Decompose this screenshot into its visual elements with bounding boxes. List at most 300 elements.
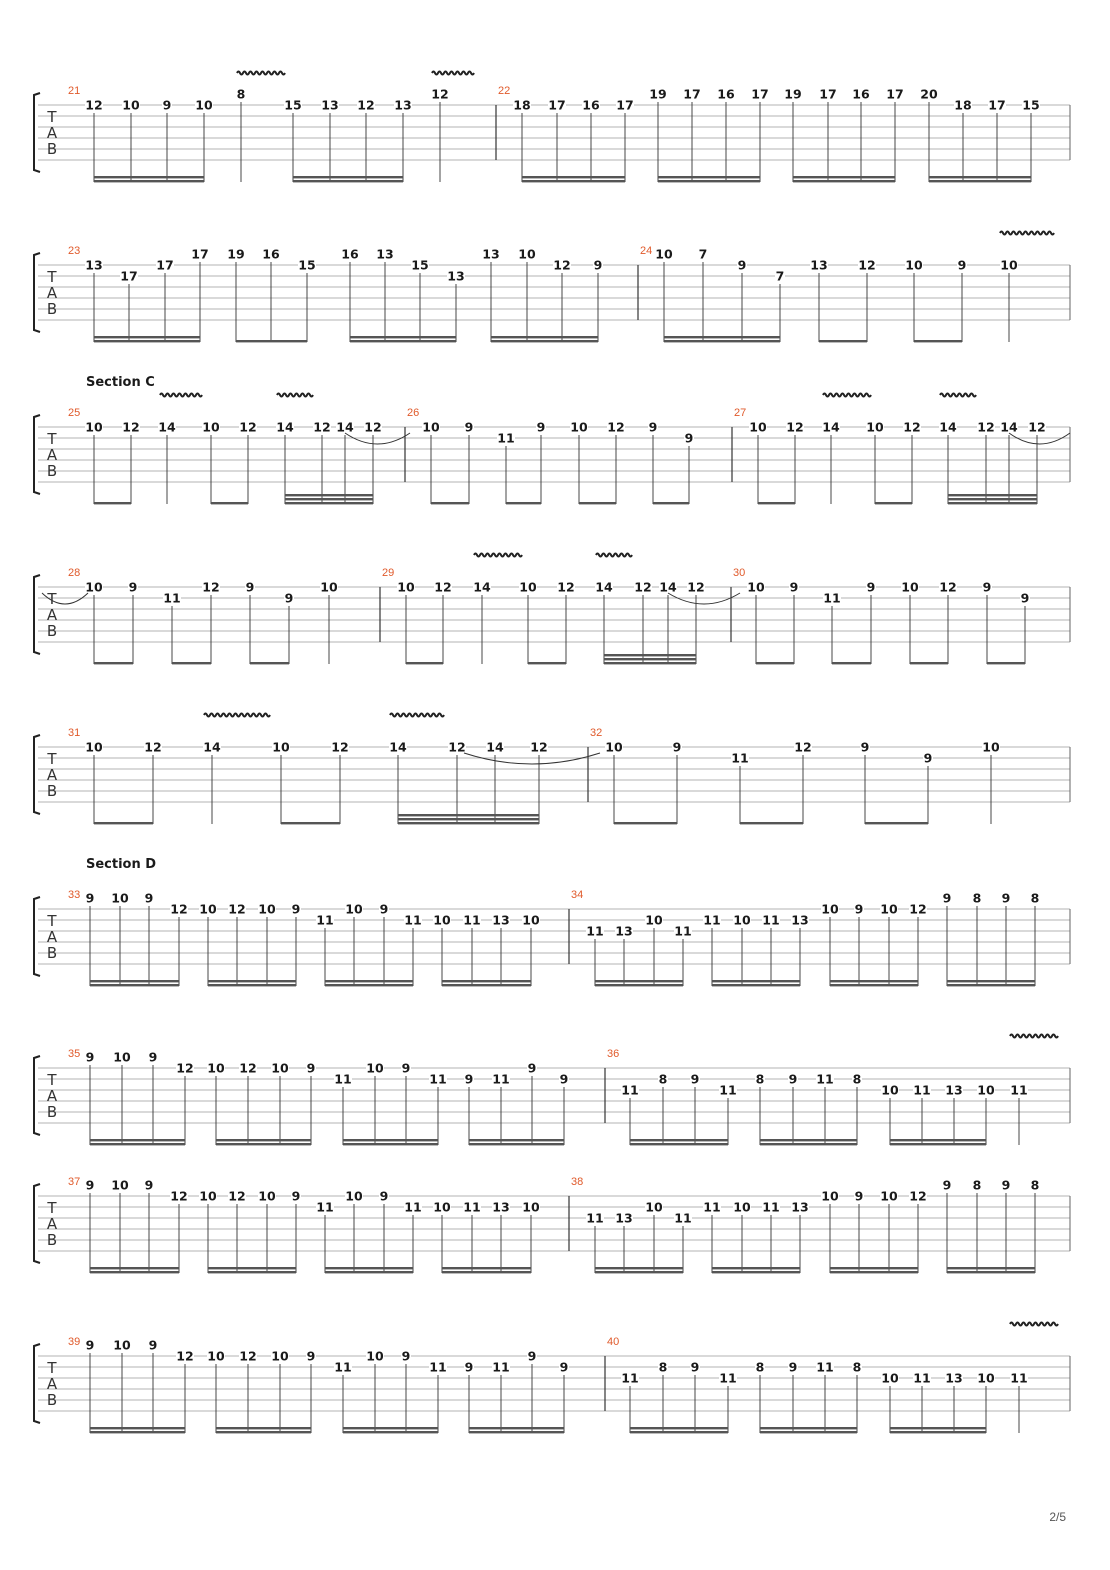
tab-clef-letter: B [46,140,58,158]
fret-number: 10 [271,1348,289,1364]
measure-number: 24 [640,245,653,257]
fret-number: 12 [313,419,331,435]
beam [431,502,469,504]
fret-number: 9 [464,1359,474,1375]
fret-number: 9 [85,1049,95,1065]
fret-number: 10 [655,246,673,262]
beam [595,984,683,986]
fret-number: 9 [788,1359,798,1375]
beam [528,662,566,664]
fret-number: 10 [518,246,536,262]
fret-number: 10 [345,901,363,917]
fret-number: 11 [497,430,515,446]
beam [343,1143,438,1145]
fret-number: 7 [775,268,785,284]
fret-number: 17 [548,97,566,113]
vibrato-mark [390,714,444,717]
beam [830,1271,918,1273]
fret-number: 8 [852,1071,862,1087]
measure-number: 33 [68,889,81,901]
section-label: Section C [86,375,155,390]
vibrato-mark [596,554,632,557]
fret-number: 9 [291,901,301,917]
beam [890,1431,986,1433]
tab-clef-letter: B [46,1231,58,1249]
beam [94,340,200,342]
fret-number: 10 [522,912,540,928]
beam [522,180,625,182]
beam [819,340,867,342]
fret-number: 11 [913,1082,931,1098]
beam [914,340,962,342]
tab-clef-letter: B [46,782,58,800]
fret-number: 8 [972,890,982,906]
tab-clef-letter: B [46,1103,58,1121]
beam [211,502,248,504]
fret-number: 13 [945,1370,963,1386]
fret-number: 10 [320,579,338,595]
beam [469,1431,564,1433]
fret-number: 12 [977,419,995,435]
fret-number: 9 [854,901,864,917]
beam [630,1431,728,1433]
beam [216,1139,311,1141]
beam [491,336,598,338]
beam [756,662,794,664]
vibrato-mark [940,394,976,397]
fret-number: 14 [822,419,840,435]
beam [208,984,296,986]
fret-number: 11 [404,912,422,928]
beam [406,662,443,664]
fret-number: 9 [536,419,546,435]
fret-number: 9 [672,739,682,755]
fret-number: 10 [111,890,129,906]
beam [208,1271,296,1273]
fret-number: 9 [464,1071,474,1087]
fret-number: 11 [429,1359,447,1375]
fret-number: 13 [945,1082,963,1098]
vibrato-mark [1010,1035,1058,1038]
fret-number: 14 [473,579,491,595]
fret-number: 15 [411,257,429,273]
fret-number: 14 [595,579,613,595]
fret-number: 12 [448,739,466,755]
fret-number: 9 [854,1188,864,1204]
measure-number: 32 [590,727,603,739]
fret-number: 16 [582,97,600,113]
fret-number: 10 [258,1188,276,1204]
fret-number: 9 [464,419,474,435]
beam [830,984,918,986]
fret-number: 12 [144,739,162,755]
fret-number: 14 [158,419,176,435]
vibrato-mark [204,714,270,717]
beam [653,502,689,504]
fret-number: 9 [245,579,255,595]
fret-number: 8 [755,1359,765,1375]
beam [664,340,780,342]
measure-number: 22 [498,85,511,97]
tab-clef-letter: A [46,124,58,142]
fret-number: 9 [860,739,870,755]
beam [947,980,1035,982]
fret-number: 15 [1022,97,1040,113]
tie-arc [1009,433,1070,444]
fret-number: 9 [148,1049,158,1065]
fret-number: 18 [513,97,531,113]
fret-number: 10 [522,1199,540,1215]
fret-number: 10 [202,419,220,435]
fret-number: 10 [207,1348,225,1364]
fret-number: 11 [1010,1082,1028,1098]
fret-number: 10 [122,97,140,113]
beam [630,1427,728,1429]
fret-number: 13 [615,1210,633,1226]
beam [398,818,539,820]
fret-number: 10 [1000,257,1018,273]
beam [94,176,204,178]
beam [90,1431,185,1433]
fret-number: 14 [1000,419,1018,435]
fret-number: 10 [272,739,290,755]
beam [830,1267,918,1269]
fret-number: 9 [737,257,747,273]
fret-number: 16 [341,246,359,262]
tab-clef-letter: T [47,1359,57,1377]
fret-number: 9 [148,1337,158,1353]
fret-number: 17 [191,246,209,262]
tab-clef-letter: T [47,1199,57,1217]
fret-number: 10 [366,1060,384,1076]
fret-number: 11 [463,1199,481,1215]
fret-number: 10 [397,579,415,595]
fret-number: 11 [762,912,780,928]
fret-number: 10 [821,901,839,917]
fret-number: 9 [648,419,658,435]
beam [208,980,296,982]
fret-number: 9 [690,1359,700,1375]
fret-number: 17 [683,86,701,102]
fret-number: 10 [85,579,103,595]
fret-number: 13 [615,923,633,939]
fret-number: 12 [85,97,103,113]
fret-number: 13 [376,246,394,262]
beam [216,1431,311,1433]
beam [208,1267,296,1269]
fret-number: 8 [236,86,246,102]
beam [285,502,373,504]
measure-number: 25 [68,407,81,419]
fret-number: 12 [170,1188,188,1204]
fret-number: 14 [939,419,957,435]
fret-number: 13 [447,268,465,284]
fret-number: 10 [880,1188,898,1204]
beam [469,1427,564,1429]
fret-number: 11 [703,1199,721,1215]
fret-number: 13 [482,246,500,262]
beam [325,1271,413,1273]
fret-number: 9 [144,890,154,906]
tie-arc [345,433,410,444]
fret-number: 10 [645,1199,663,1215]
fret-number: 9 [690,1071,700,1087]
fret-number: 9 [85,890,95,906]
fret-number: 9 [527,1348,537,1364]
beam [712,984,800,986]
fret-number: 14 [203,739,221,755]
fret-number: 9 [957,257,967,273]
tab-clef-letter: T [47,750,57,768]
fret-number: 13 [791,912,809,928]
fret-number: 10 [905,257,923,273]
fret-number: 8 [972,1177,982,1193]
tab-clef-letter: B [46,300,58,318]
fret-number: 7 [698,246,708,262]
fret-number: 15 [284,97,302,113]
fret-number: 9 [559,1071,569,1087]
fret-number: 10 [113,1049,131,1065]
beam [90,1139,185,1141]
fret-number: 12 [176,1348,194,1364]
fret-number: 17 [156,257,174,273]
fret-number: 12 [1028,419,1046,435]
tab-clef-letter: A [46,766,58,784]
fret-number: 9 [593,257,603,273]
fret-number: 9 [788,1071,798,1087]
fret-number: 9 [401,1348,411,1364]
measure-number: 29 [382,567,395,579]
fret-number: 9 [162,97,172,113]
beam [658,180,760,182]
fret-number: 9 [379,901,389,917]
beam [948,494,1037,496]
fret-number: 12 [909,901,927,917]
fret-number: 12 [431,86,449,102]
fret-number: 9 [684,430,694,446]
beam [595,1267,683,1269]
beam [90,980,179,982]
fret-number: 19 [649,86,667,102]
fret-number: 10 [199,901,217,917]
fret-number: 12 [331,739,349,755]
tab-clef-letter: T [47,912,57,930]
fret-number: 9 [379,1188,389,1204]
beam [325,984,413,986]
fret-number: 12 [357,97,375,113]
fret-number: 11 [731,750,749,766]
beam [740,822,803,824]
beam [910,662,948,664]
fret-number: 9 [942,1177,952,1193]
fret-number: 11 [816,1071,834,1087]
tie-arc [464,753,600,764]
fret-number: 15 [298,257,316,273]
tab-clef-letter: A [46,606,58,624]
fret-number: 12 [434,579,452,595]
beam [250,662,289,664]
fret-number: 14 [659,579,677,595]
vibrato-mark [432,72,474,75]
vibrato-mark [277,394,313,397]
beam [614,822,677,824]
fret-number: 10 [195,97,213,113]
beam [94,502,131,504]
fret-number: 12 [557,579,575,595]
fret-number: 12 [239,1348,257,1364]
beam [216,1143,311,1145]
beam [90,1271,179,1273]
measure-number: 37 [68,1176,81,1188]
fret-number: 9 [1001,1177,1011,1193]
fret-number: 10 [207,1060,225,1076]
fret-number: 10 [113,1337,131,1353]
fret-number: 10 [747,579,765,595]
vibrato-mark [160,394,202,397]
beam [281,822,340,824]
measure-number: 21 [68,85,81,97]
beam [343,1427,438,1429]
fret-number: 9 [144,1177,154,1193]
tab-clef-letter: A [46,1087,58,1105]
fret-number: 10 [977,1370,995,1386]
fret-number: 10 [749,419,767,435]
fret-number: 10 [258,901,276,917]
beam [604,658,696,660]
beam [712,980,800,982]
fret-number: 10 [901,579,919,595]
beam [758,502,795,504]
fret-number: 12 [553,257,571,273]
beam [595,980,683,982]
measure-number: 27 [734,407,747,419]
measure-number: 26 [407,407,420,419]
fret-number: 9 [291,1188,301,1204]
fret-number: 10 [199,1188,217,1204]
fret-number: 11 [316,1199,334,1215]
fret-number: 10 [85,739,103,755]
fret-number: 11 [586,1210,604,1226]
fret-number: 10 [570,419,588,435]
fret-number: 10 [366,1348,384,1364]
beam [469,1143,564,1145]
fret-number: 11 [703,912,721,928]
section-label: Section D [86,857,157,872]
fret-number: 9 [85,1177,95,1193]
fret-number: 11 [674,1210,692,1226]
fret-number: 17 [886,86,904,102]
fret-number: 10 [433,912,451,928]
beam [664,336,780,338]
fret-number: 12 [228,1188,246,1204]
fret-number: 10 [733,1199,751,1215]
tab-clef-letter: T [47,108,57,126]
beam [875,502,912,504]
fret-number: 11 [463,912,481,928]
beam [890,1139,986,1141]
fret-number: 9 [866,579,876,595]
beam [325,980,413,982]
fret-number: 13 [791,1199,809,1215]
beam [712,1267,800,1269]
beam [929,180,1031,182]
fret-number: 11 [334,1359,352,1375]
fret-number: 12 [903,419,921,435]
fret-number: 8 [755,1071,765,1087]
fret-number: 11 [334,1071,352,1087]
fret-number: 9 [128,579,138,595]
beam [948,502,1037,504]
fret-number: 13 [321,97,339,113]
beam [442,1267,531,1269]
fret-number: 16 [717,86,735,102]
fret-number: 10 [519,579,537,595]
fret-number: 11 [762,1199,780,1215]
beam [760,1143,857,1145]
beam [285,494,373,496]
fret-number: 12 [202,579,220,595]
fret-number: 8 [1030,890,1040,906]
fret-number: 11 [492,1359,510,1375]
fret-number: 11 [1010,1370,1028,1386]
fret-number: 11 [429,1071,447,1087]
fret-number: 20 [920,86,938,102]
fret-number: 19 [784,86,802,102]
beam [832,662,871,664]
beam [595,1271,683,1273]
beam [94,180,204,182]
fret-number: 17 [819,86,837,102]
fret-number: 11 [621,1082,639,1098]
fret-number: 11 [163,590,181,606]
beam [522,176,625,178]
beam [865,822,928,824]
fret-number: 11 [586,923,604,939]
fret-number: 10 [982,739,1000,755]
fret-number: 10 [866,419,884,435]
measure-number: 23 [68,245,81,257]
beam [948,498,1037,500]
beam [94,336,200,338]
fret-number: 10 [977,1082,995,1098]
fret-number: 10 [605,739,623,755]
beam [94,662,133,664]
fret-number: 12 [687,579,705,595]
fret-number: 9 [982,579,992,595]
fret-number: 9 [401,1060,411,1076]
beam [890,1143,986,1145]
fret-number: 12 [228,901,246,917]
tab-clef-letter: T [47,268,57,286]
beam [947,1271,1035,1273]
fret-number: 11 [719,1082,737,1098]
beam [442,984,531,986]
fret-number: 11 [674,923,692,939]
fret-number: 11 [816,1359,834,1375]
beam [604,662,696,664]
beam [90,1267,179,1269]
beam [285,498,373,500]
fret-number: 9 [85,1337,95,1353]
fret-number: 9 [942,890,952,906]
fret-number: 11 [404,1199,422,1215]
beam [398,822,539,824]
fret-number: 12 [176,1060,194,1076]
tab-clef-letter: A [46,1215,58,1233]
tab-clef-letter: A [46,928,58,946]
fret-number: 12 [909,1188,927,1204]
fret-number: 8 [852,1359,862,1375]
